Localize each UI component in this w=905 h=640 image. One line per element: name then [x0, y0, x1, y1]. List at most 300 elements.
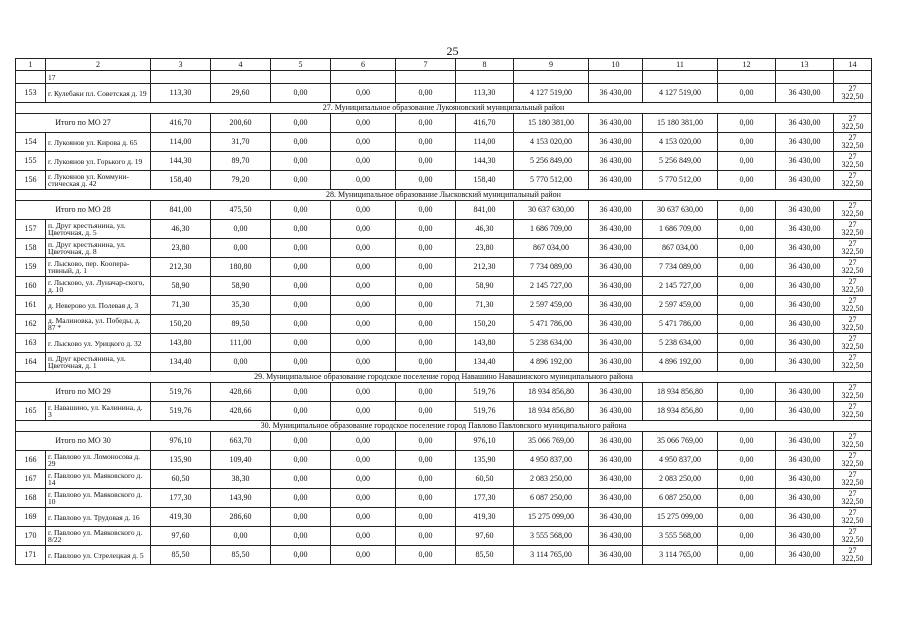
- table-row: [16, 546, 872, 565]
- table-cell: 38,30: [211, 470, 271, 489]
- table-cell: 0,00: [271, 201, 331, 220]
- table-cell: 212,30: [456, 258, 514, 277]
- table-cell: 5 256 849,00: [514, 152, 589, 171]
- table-cell-text: 322,50: [841, 497, 864, 506]
- table-cell: 0,00: [396, 277, 456, 296]
- table-cell: 0,00: [271, 432, 331, 451]
- column-header: 12: [718, 59, 776, 71]
- table-cell: 0,00: [331, 201, 396, 220]
- table-cell: 36 430,00: [589, 402, 643, 421]
- table-cell: 0,00: [211, 220, 271, 239]
- table-cell: 4 127 519,00: [514, 84, 589, 103]
- table-cell: 0,00: [718, 546, 776, 565]
- table-cell: 36 430,00: [589, 220, 643, 239]
- table-cell-col14: [834, 353, 872, 372]
- table-cell: [776, 71, 834, 84]
- table-cell-col14: [834, 470, 872, 489]
- table-cell: 0,00: [271, 470, 331, 489]
- table-cell: 0,00: [718, 432, 776, 451]
- table-cell-text: 27: [848, 527, 857, 536]
- table-cell: 0,00: [396, 470, 456, 489]
- section-title: 27. Муниципальное образование Лукояновский муниципальный район: [16, 103, 872, 114]
- address-cell: г. Лысково ул. Урицкого д. 32: [46, 334, 151, 353]
- table-cell: 0,00: [331, 114, 396, 133]
- total-label: Итого по МО 28: [16, 201, 151, 220]
- table-cell-text: 27: [848, 470, 857, 479]
- table-cell: 158,40: [151, 171, 211, 190]
- table-cell: 36 430,00: [589, 296, 643, 315]
- row-number: 168: [16, 489, 46, 508]
- table-cell: 0,00: [331, 84, 396, 103]
- table-cell: 36 430,00: [776, 296, 834, 315]
- table-cell: 3 114 765,00: [643, 546, 718, 565]
- table-cell: 36 430,00: [776, 315, 834, 334]
- table-cell: 36 430,00: [776, 114, 834, 133]
- table-cell: 0,00: [271, 334, 331, 353]
- address-cell: г. Павлово ул. Трудовая д. 16: [46, 508, 151, 527]
- table-row: [16, 527, 872, 546]
- table-cell: 177,30: [456, 489, 514, 508]
- table-cell: 4 896 192,00: [514, 353, 589, 372]
- table-cell: 5 770 512,00: [643, 171, 718, 190]
- table-cell: 150,20: [151, 315, 211, 334]
- table-cell: 36 430,00: [776, 133, 834, 152]
- table-cell: 46,30: [151, 220, 211, 239]
- table-cell: 2 597 459,00: [514, 296, 589, 315]
- table-cell-col14: [834, 432, 872, 451]
- table-cell-text: 27: [848, 239, 857, 248]
- table-cell: 36 430,00: [589, 315, 643, 334]
- section-row: [16, 421, 872, 432]
- table-cell: 0,00: [396, 133, 456, 152]
- table-cell: 0,00: [271, 296, 331, 315]
- table-cell: [271, 71, 331, 84]
- table-cell: 0,00: [718, 152, 776, 171]
- table-cell: 0,00: [331, 527, 396, 546]
- table-cell: 0,00: [271, 277, 331, 296]
- table-cell-text: 322,50: [841, 342, 864, 351]
- table-cell-text: 27: [848, 489, 857, 498]
- table-cell: 663,70: [211, 432, 271, 451]
- table-cell: 60,50: [456, 470, 514, 489]
- table-cell: 36 430,00: [589, 353, 643, 372]
- table-cell: 0,00: [396, 239, 456, 258]
- table-cell: 0,00: [396, 114, 456, 133]
- table-cell: 36 430,00: [776, 220, 834, 239]
- table-cell-col14: [834, 527, 872, 546]
- table-cell: 18 934 856,80: [643, 402, 718, 421]
- table-cell: 976,10: [456, 432, 514, 451]
- column-header: 6: [331, 59, 396, 71]
- table-cell: 0,00: [718, 114, 776, 133]
- table-cell: 15 180 381,00: [514, 114, 589, 133]
- table-cell: 0,00: [718, 277, 776, 296]
- table-cell-text: 322,50: [841, 285, 864, 294]
- table-cell: 36 430,00: [776, 171, 834, 190]
- row-number: 163: [16, 334, 46, 353]
- table-cell-text: 27: [848, 315, 857, 324]
- table-cell-text: 322,50: [841, 228, 864, 237]
- table-cell: 71,30: [151, 296, 211, 315]
- total-row: [16, 201, 872, 220]
- row-number: 156: [16, 171, 46, 190]
- table-cell: 111,00: [211, 334, 271, 353]
- table-cell: 0,00: [271, 152, 331, 171]
- table-row: [16, 239, 872, 258]
- table-cell: 36 430,00: [589, 508, 643, 527]
- table-cell-col14: [834, 152, 872, 171]
- table-row: [16, 133, 872, 152]
- table-cell-col14: [834, 402, 872, 421]
- row-number: 160: [16, 277, 46, 296]
- table-cell: 36 430,00: [589, 239, 643, 258]
- table-cell-text: 27: [848, 402, 857, 411]
- table-cell: 36 430,00: [589, 470, 643, 489]
- table-cell: 0,00: [718, 383, 776, 402]
- row-number: 157: [16, 220, 46, 239]
- table-cell: 135,90: [456, 451, 514, 470]
- table-cell: 36 430,00: [589, 84, 643, 103]
- column-header: 2: [46, 59, 151, 71]
- table-cell: 519,76: [456, 402, 514, 421]
- row-number: 161: [16, 296, 46, 315]
- address-cell: г. Павлово ул. Маяковского д. 8/22: [46, 527, 151, 546]
- table-cell: 0,00: [396, 432, 456, 451]
- table-cell: 36 430,00: [776, 258, 834, 277]
- total-row: [16, 432, 872, 451]
- table-cell: 36 430,00: [776, 383, 834, 402]
- table-cell: 36 430,00: [589, 201, 643, 220]
- table-cell: [589, 71, 643, 84]
- address-cell: г. Лысково, пер. Коопера-тивный, д. 1: [46, 258, 151, 277]
- table-cell-text: 27: [848, 334, 857, 343]
- table-cell-text: 27: [848, 277, 857, 286]
- column-header: 14: [834, 59, 872, 71]
- table-cell: 0,00: [271, 258, 331, 277]
- table-cell: 0,00: [271, 114, 331, 133]
- table-cell: 0,00: [718, 353, 776, 372]
- address-cell: г. Павлово ул. Маяковского д. 10: [46, 489, 151, 508]
- table-cell: 0,00: [271, 220, 331, 239]
- column-header: 10: [589, 59, 643, 71]
- table-cell: 36 430,00: [776, 527, 834, 546]
- table-row: [16, 470, 872, 489]
- table-cell: 46,30: [456, 220, 514, 239]
- table-cell: 113,30: [456, 84, 514, 103]
- table-cell-text: 322,50: [841, 92, 864, 101]
- table-cell-col14: [834, 277, 872, 296]
- total-label: Итого по МО 27: [16, 114, 151, 133]
- table-cell: 89,50: [211, 315, 271, 334]
- table-cell: 85,50: [211, 546, 271, 565]
- table-cell: 0,00: [718, 239, 776, 258]
- address-cell: г. Лукоянов ул. Кирова д. 65: [46, 133, 151, 152]
- table-cell: 97,60: [151, 527, 211, 546]
- table-cell-text: 27: [848, 84, 857, 93]
- table-cell: 36 430,00: [776, 508, 834, 527]
- section-row: [16, 372, 872, 383]
- table-cell: 30 637 630,00: [514, 201, 589, 220]
- table-cell: 0,00: [396, 84, 456, 103]
- table-row: [16, 296, 872, 315]
- table-cell: 4 127 519,00: [643, 84, 718, 103]
- row-number: 170: [16, 527, 46, 546]
- table-cell: 0,00: [331, 171, 396, 190]
- table-cell: 0,00: [396, 489, 456, 508]
- address-cell: г. Павлово ул. Ломоносова д. 29: [46, 451, 151, 470]
- table-cell: 0,00: [718, 489, 776, 508]
- table-cell: [834, 71, 872, 84]
- table-cell: 519,76: [151, 383, 211, 402]
- table-cell: [396, 71, 456, 84]
- column-header: 7: [396, 59, 456, 71]
- table-cell: 177,30: [151, 489, 211, 508]
- table-row: [16, 152, 872, 171]
- table-cell: 976,10: [151, 432, 211, 451]
- table-cell: 0,00: [718, 334, 776, 353]
- table-cell-text: 322,50: [841, 440, 864, 449]
- table-cell: 519,76: [456, 383, 514, 402]
- section-row: [16, 103, 872, 114]
- table-cell: 0,00: [396, 201, 456, 220]
- row-number: 154: [16, 133, 46, 152]
- table-cell: [514, 71, 589, 84]
- table-cell: [211, 71, 271, 84]
- total-label: Итого по МО 29: [16, 383, 151, 402]
- table-cell: 79,20: [211, 171, 271, 190]
- table-cell: 0,00: [718, 402, 776, 421]
- table-cell-text: 322,50: [841, 304, 864, 313]
- table-cell: 867 034,00: [514, 239, 589, 258]
- table-cell-text: 322,50: [841, 141, 864, 150]
- table-cell-col14: [834, 489, 872, 508]
- table-cell: 0,00: [396, 451, 456, 470]
- table-cell: 36 430,00: [776, 239, 834, 258]
- table-cell: 143,90: [211, 489, 271, 508]
- row-number: 159: [16, 258, 46, 277]
- row-number: 153: [16, 84, 46, 103]
- column-header: 8: [456, 59, 514, 71]
- table-cell: 144,30: [151, 152, 211, 171]
- table-cell-text: 27: [848, 133, 857, 142]
- table-cell: 85,50: [151, 546, 211, 565]
- table-cell: 36 430,00: [589, 277, 643, 296]
- table-cell: [718, 71, 776, 84]
- table-cell-col14: [834, 171, 872, 190]
- table-cell: 0,00: [396, 152, 456, 171]
- table-cell: 5 471 786,00: [643, 315, 718, 334]
- total-row: [16, 114, 872, 133]
- total-label: Итого по МО 30: [16, 432, 151, 451]
- table-cell: [151, 71, 211, 84]
- table-cell: 7 734 089,00: [643, 258, 718, 277]
- table-cell: 4 153 020,00: [514, 133, 589, 152]
- column-header: 11: [643, 59, 718, 71]
- housing-program-table: [15, 58, 872, 565]
- table-cell: 0,00: [396, 383, 456, 402]
- table-cell: 36 430,00: [776, 277, 834, 296]
- table-cell: 0,00: [331, 220, 396, 239]
- table-cell: 36 430,00: [776, 334, 834, 353]
- table-cell: 419,30: [151, 508, 211, 527]
- table-cell: 23,80: [151, 239, 211, 258]
- address-cell: п. Друг крестьянина, ул. Цветочная, д. 5: [46, 220, 151, 239]
- table-cell: 0,00: [271, 239, 331, 258]
- table-cell: 36 430,00: [589, 171, 643, 190]
- table-cell-text: 27: [848, 432, 857, 441]
- table-cell: 286,60: [211, 508, 271, 527]
- table-cell: 0,00: [718, 84, 776, 103]
- table-cell: 18 934 856,80: [514, 383, 589, 402]
- table-cell: 143,80: [151, 334, 211, 353]
- table-cell: 0,00: [331, 239, 396, 258]
- table-cell-text: 322,50: [841, 459, 864, 468]
- table-cell: 0,00: [331, 258, 396, 277]
- table-cell: 31,70: [211, 133, 271, 152]
- table-cell: 0,00: [331, 432, 396, 451]
- table-cell: 36 430,00: [776, 451, 834, 470]
- row-number: 162: [16, 315, 46, 334]
- table-row: [16, 508, 872, 527]
- table-cell-text: 322,50: [841, 516, 864, 525]
- table-cell: 0,00: [718, 220, 776, 239]
- table-cell: 0,00: [718, 315, 776, 334]
- table-cell-text: 27: [848, 353, 857, 362]
- table-cell: 35 066 769,00: [514, 432, 589, 451]
- table-cell: 4 896 192,00: [643, 353, 718, 372]
- table-cell-text: 27: [848, 171, 857, 180]
- table-cell: 71,30: [456, 296, 514, 315]
- table-cell: 0,00: [396, 402, 456, 421]
- column-header: 4: [211, 59, 271, 71]
- address-cell: д. Малиновка, ул. Победы, д. 87 *: [46, 315, 151, 334]
- table-cell: 36 430,00: [589, 334, 643, 353]
- table-cell: 0,00: [718, 133, 776, 152]
- table-cell-text: 322,50: [841, 266, 864, 275]
- table-cell-text: 27: [848, 152, 857, 161]
- table-cell: 23,80: [456, 239, 514, 258]
- address-cell: г. Лысково, ул. Луначар-ского, д. 10: [46, 277, 151, 296]
- table-cell: 180,80: [211, 258, 271, 277]
- table-cell: 0,00: [271, 133, 331, 152]
- table-cell: 0,00: [211, 239, 271, 258]
- row-number: 158: [16, 239, 46, 258]
- table-row: [16, 84, 872, 103]
- table-cell: 0,00: [396, 315, 456, 334]
- table-cell: 60,50: [151, 470, 211, 489]
- table-row: [16, 277, 872, 296]
- table-cell: 4 950 837,00: [514, 451, 589, 470]
- table-cell: 97,60: [456, 527, 514, 546]
- table-cell-col14: [834, 84, 872, 103]
- table-cell: 0,00: [331, 353, 396, 372]
- table-cell: 0,00: [331, 296, 396, 315]
- table-cell: 5 770 512,00: [514, 171, 589, 190]
- table-row: [16, 258, 872, 277]
- table-cell: 35,30: [211, 296, 271, 315]
- address-cell: г. Павлово ул. Маяковского д. 14: [46, 470, 151, 489]
- column-header: 5: [271, 59, 331, 71]
- table-row: [16, 451, 872, 470]
- table-cell: 36 430,00: [776, 152, 834, 171]
- table-cell: 36 430,00: [589, 152, 643, 171]
- table-cell: 200,60: [211, 114, 271, 133]
- header-row: [16, 59, 872, 71]
- table-cell: 3 555 568,00: [643, 527, 718, 546]
- table-cell: 0,00: [718, 201, 776, 220]
- table-cell: 36 430,00: [589, 133, 643, 152]
- table-cell: 4 153 020,00: [643, 133, 718, 152]
- table-cell-text: 322,50: [841, 160, 864, 169]
- table-cell: 6 087 250,00: [514, 489, 589, 508]
- table-cell: 36 430,00: [589, 489, 643, 508]
- table-cell-text: 27: [848, 201, 857, 210]
- table-cell-text: 27: [848, 546, 857, 555]
- table-cell: 0,00: [271, 489, 331, 508]
- table-cell: 36 430,00: [776, 402, 834, 421]
- table-cell-col14: [834, 220, 872, 239]
- table-cell: 416,70: [456, 114, 514, 133]
- table-cell: 18 934 856,80: [514, 402, 589, 421]
- table-cell: 144,30: [456, 152, 514, 171]
- row-number: 166: [16, 451, 46, 470]
- table-cell: 5 256 849,00: [643, 152, 718, 171]
- table-cell: 0,00: [271, 383, 331, 402]
- table-cell-text: 27: [848, 508, 857, 517]
- table-cell: 85,50: [456, 546, 514, 565]
- table-cell: 5 471 786,00: [514, 315, 589, 334]
- table-cell: 475,50: [211, 201, 271, 220]
- row-number: 169: [16, 508, 46, 527]
- table-cell: 2 083 250,00: [514, 470, 589, 489]
- table-cell: 2 083 250,00: [643, 470, 718, 489]
- table-cell: 841,00: [151, 201, 211, 220]
- table-cell: 18 934 856,80: [643, 383, 718, 402]
- table-cell: 841,00: [456, 201, 514, 220]
- table-cell: 0,00: [271, 353, 331, 372]
- table-cell: 36 430,00: [776, 546, 834, 565]
- table-cell: 36 430,00: [776, 470, 834, 489]
- table-cell-col14: [834, 133, 872, 152]
- table-cell: 3 114 765,00: [514, 546, 589, 565]
- page-number: 25: [446, 44, 459, 58]
- table-cell: 0,00: [396, 171, 456, 190]
- table-cell-text: 322,50: [841, 323, 864, 332]
- table-cell: 0,00: [271, 315, 331, 334]
- table-cell: 0,00: [396, 296, 456, 315]
- address-cell: п. Друг крестьянина, ул. Цветочная, д. 8: [46, 239, 151, 258]
- table-cell-col14: [834, 383, 872, 402]
- table-cell: 36 430,00: [776, 84, 834, 103]
- table-cell: 114,00: [151, 133, 211, 152]
- table-cell: 0,00: [331, 383, 396, 402]
- address-cell: п. Друг крестьянина, ул. Цветочная, д. 1: [46, 353, 151, 372]
- address-cell: 17: [46, 71, 151, 84]
- column-header: 13: [776, 59, 834, 71]
- table-cell: 134,40: [151, 353, 211, 372]
- table-cell: 114,00: [456, 133, 514, 152]
- table-cell: 36 430,00: [776, 353, 834, 372]
- table-cell: 0,00: [331, 334, 396, 353]
- table-cell: 0,00: [718, 527, 776, 546]
- row-number: 171: [16, 546, 46, 565]
- table-cell: 2 145 727,00: [643, 277, 718, 296]
- table-cell: 35 066 769,00: [643, 432, 718, 451]
- table-cell: 36 430,00: [589, 546, 643, 565]
- table-cell: 419,30: [456, 508, 514, 527]
- table-cell: 0,00: [718, 296, 776, 315]
- table-cell: 0,00: [396, 220, 456, 239]
